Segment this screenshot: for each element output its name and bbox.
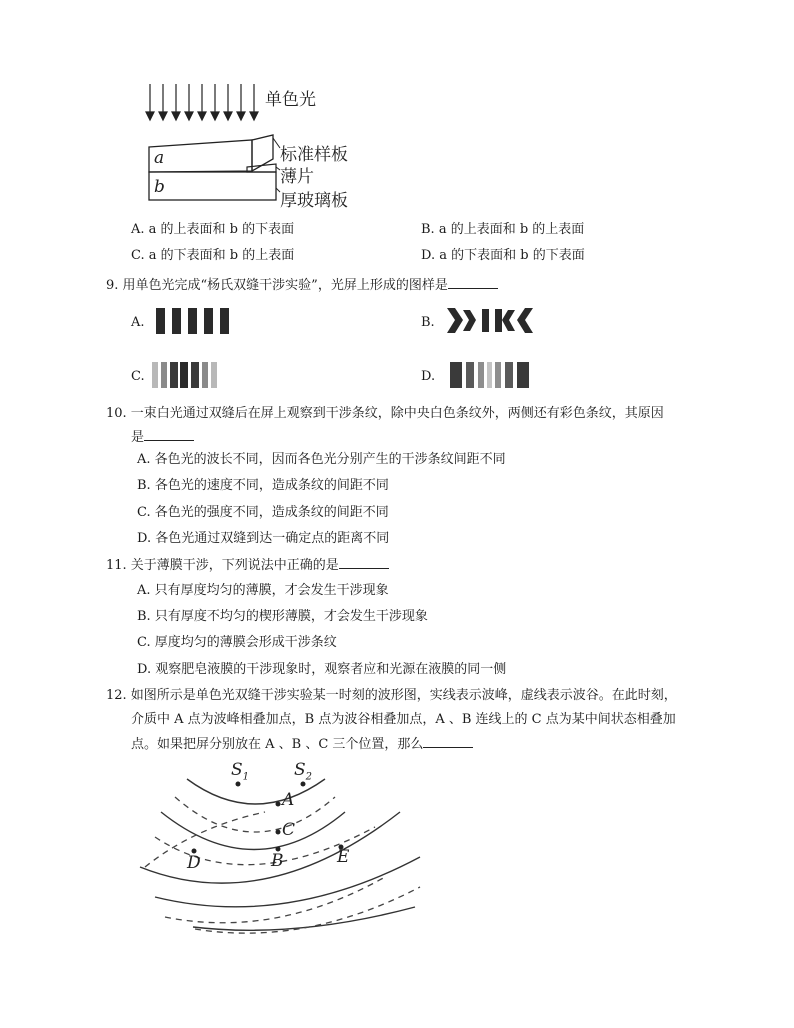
q12-wave-diagram [135,757,425,937]
q8-option-a[interactable] [131,221,294,239]
option-text: a 的上表面和 b 的上表面 [438,222,585,237]
q12-stem-line3: 点。如果把屏分别放在 A 、B 、C 三个位置，那么 [131,735,473,754]
option-text: a 的下表面和 b 的下表面 [439,248,585,263]
answer-blank [339,556,389,569]
standard-plate-a [149,140,252,172]
label-a: A [282,790,295,810]
q8-option-d[interactable] [421,247,585,265]
film-label: 薄片 [280,167,314,187]
option-letter: C. [131,248,145,263]
letter-b: b [154,177,165,197]
q9-pattern-d[interactable] [450,362,532,390]
light-label: 单色光 [265,90,316,110]
option-letter: D. [421,248,436,263]
q11-stem: 11. 关于薄膜干涉，下列说法中正确的是 [106,556,389,575]
q11-option-d[interactable]: D. 观察肥皂液膜的干涉现象时，观察者应和光源在液膜的同一侧 [137,662,507,677]
q11-option-a[interactable]: A. 只有厚度均匀的薄膜，才会发生干涉现象 [137,583,389,598]
label-e: E [337,847,350,867]
label-d: D [187,853,201,873]
q10-option-a[interactable]: A. 各色光的波长不同，因而各色光分别产生的干涉条纹间距不同 [137,452,506,467]
q11-option-b[interactable]: B. 只有厚度不均匀的楔形薄膜，才会发生干涉现象 [137,609,428,624]
light-arrows [146,84,258,120]
option-letter: B. [421,222,435,237]
q9-pattern-a[interactable] [156,308,236,336]
thick-glass-plate-b [149,172,276,200]
q10-option-b[interactable]: B. 各色光的速度不同，造成条纹的间距不同 [137,478,389,493]
q11-option-c[interactable]: C. 厚度均匀的薄膜会形成干涉条纹 [137,635,337,650]
option-text: a 的下表面和 b 的上表面 [148,248,295,263]
option-text: a 的上表面和 b 的下表面 [148,222,295,237]
q9-pattern-b[interactable] [445,306,537,336]
option-letter: A. [131,222,145,237]
plate-top-label: 标准样板 [280,145,348,165]
letter-a: a [154,148,165,168]
q8-option-c[interactable] [131,247,294,265]
q10-option-c[interactable]: C. 各色光的强度不同，造成条纹的间距不同 [137,505,389,520]
label-b: B [271,851,284,871]
q9-stem: 9. 用单色光完成“杨氏双缝干涉实验”，光屏上形成的图样是 [106,276,498,295]
q9-option-c-letter[interactable]: C. [131,369,145,384]
answer-blank [423,735,473,748]
q12-stem-line2: 介质中 A 点为波峰相叠加点，B 点为波谷相叠加点，A 、B 连线上的 C 点为某中间状态相叠加 [131,712,676,727]
q9-option-d-letter[interactable]: D. [421,369,436,384]
q9-option-b-letter[interactable]: B. [421,315,435,330]
q10-option-d[interactable]: D. 各色光通过双缝到达一确定点的距离不同 [137,531,390,546]
label-s1: $S_1$ [231,760,250,783]
q8-option-b[interactable] [421,221,584,239]
plate-bottom-label: 厚玻璃板 [280,191,348,211]
answer-blank [144,428,194,441]
q9-pattern-c[interactable] [152,362,222,390]
q12-stem-line1: 12. 如图所示是单色光双缝干涉实验某一时刻的波形图，实线表示波峰，虚线表示波谷。在此时刻， [106,688,677,703]
q10-stem-line1: 10. 一束白光通过双缝后在屏上观察到干涉条纹，除中央白色条纹外，两侧还有彩色条纹，其原因 [106,406,664,421]
label-s2: $S_2$ [294,760,313,783]
label-c: C [282,820,296,840]
q9-option-a-letter[interactable]: A. [131,315,145,330]
answer-blank [448,276,498,289]
q10-stem-line2: 是 [131,428,194,447]
